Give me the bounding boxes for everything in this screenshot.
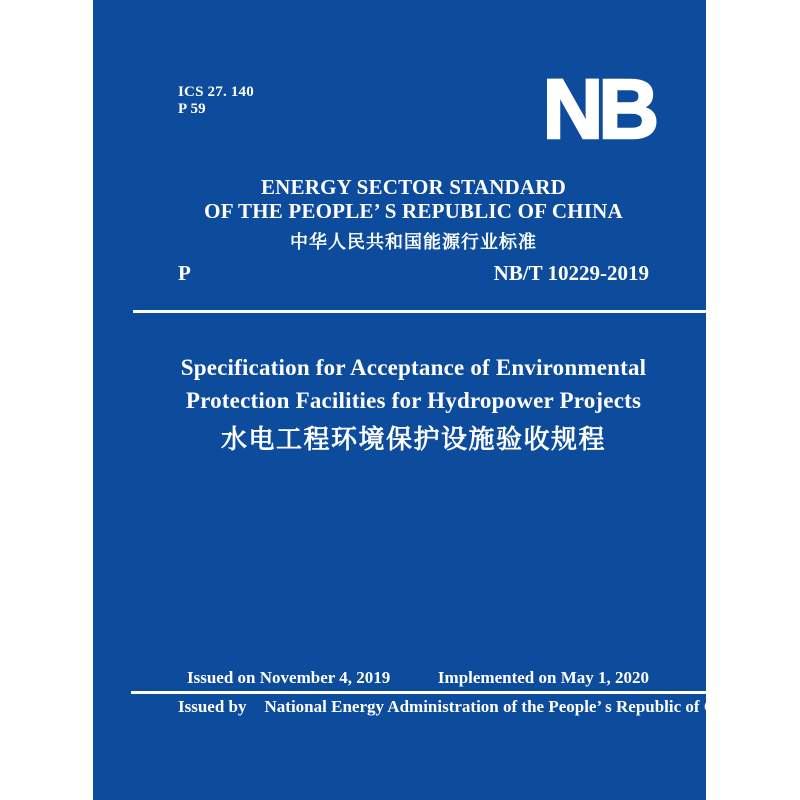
standard-header-line2: OF THE PEOPLE’ S REPUBLIC OF CHINA [204,199,623,223]
cover-blue-field [93,0,749,800]
implemented-date: Implemented on May 1, 2020 [437,668,649,687]
ics-code: ICS 27. 140 [178,84,254,100]
class-and-number-row [178,261,649,286]
standard-number: NB/T 10229-2019 [493,261,649,285]
divider-line-top [133,310,706,313]
issued-by-label: Issued by [178,697,247,716]
title-english-line1: Specification for Acceptance of Environmental [180,355,647,380]
issued-date: Issued on November 4, 2019 [187,668,391,687]
ics-classification-block [178,84,254,118]
title-english-line2: Protection Facilities for Hydropower Projects [185,388,642,413]
standard-header-line1: ENERGY SECTOR STANDARD [260,175,567,199]
standard-header-chinese: 中华人民共和国能源行业标准 [290,232,537,252]
nb-logo: NB [542,62,654,156]
title-chinese: 水电工程环境保护设施验收规程 [220,425,606,454]
issuer-row [178,697,749,717]
dates-row [187,668,649,688]
issuing-authority: National Energy Administration of the People’ s Republic of China [264,697,749,716]
doc-class-letter: P [178,261,191,285]
china-class-code: P 59 [178,101,206,117]
divider-line-bottom [131,691,706,694]
